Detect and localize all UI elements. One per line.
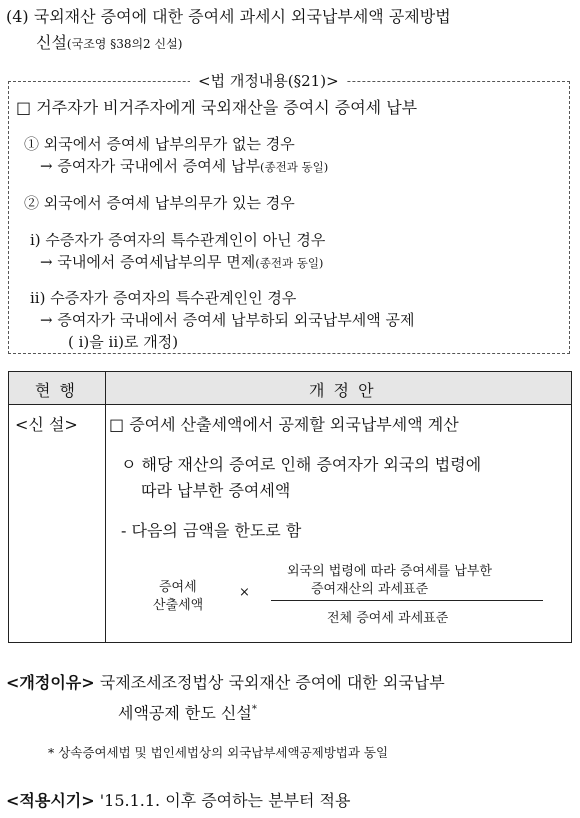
table-header-row xyxy=(9,372,571,405)
effective-label: <적용시기> xyxy=(6,791,95,810)
case2-sub-i-result-text: → 국내에서 증여세납부의무 면제 xyxy=(40,253,256,271)
reason-footnote-mark: * xyxy=(251,704,257,715)
formula-denominator: 전체 증여세 과세표준 xyxy=(327,611,449,626)
effective-date-line xyxy=(6,790,350,812)
case2-sub-ii-note: ( i)을 ii)로 개정) xyxy=(68,333,179,351)
amended-bullet-line1: ㅇ 해당 재산의 증여로 인해 증여자가 외국의 법령에 xyxy=(121,455,482,474)
case2-sub-ii-title: ii) 수증자가 증여자의 특수관계인인 경우 xyxy=(30,289,297,307)
reason-text-line2: 세액공제 한도 신설 xyxy=(118,703,252,723)
law-main-item: □ 거주자가 비거주자에게 국외재산을 증여시 증여세 납부 xyxy=(16,98,418,117)
comparison-table xyxy=(8,371,572,643)
amended-bullet-line2: 따라 납부한 증여세액 xyxy=(141,481,291,500)
section-heading: (4) 국외재산 증여에 대한 증여세 과세시 외국납부세액 공제방법 xyxy=(6,7,451,26)
case1-title: ① 외국에서 증여세 납부의무가 없는 경우 xyxy=(24,135,295,153)
case2-sub-i-result xyxy=(40,252,323,274)
section-heading-line2 xyxy=(36,32,182,55)
header-current: 현 행 xyxy=(35,381,77,400)
heading-new-label: 신설 xyxy=(36,33,67,52)
reason-footnote: * 상속증여세법 및 법인세법상의 외국납부세액공제방법과 동일 xyxy=(48,745,389,760)
effective-text: '15.1.1. 이후 증여하는 분부터 적용 xyxy=(99,791,351,810)
case1-result-note: (종전과 동일) xyxy=(260,160,329,174)
formula-times: × xyxy=(239,585,250,600)
case2-sub-i-note: (종전과 동일) xyxy=(255,256,324,270)
case1-result-text: → 증여자가 국내에서 증여세 납부 xyxy=(40,157,261,175)
current-value-cell: <신 설> xyxy=(15,415,78,434)
formula-numerator-line2: 증여재산의 과세표준 xyxy=(311,582,429,597)
heading-law-reference: (국조영 §38의2 신설) xyxy=(66,37,183,51)
reason-text-line1: 국제조세조정법상 국외재산 증여에 대한 외국납부 xyxy=(99,673,445,692)
formula-fraction-bar xyxy=(271,600,543,601)
case2-sub-i-title: i) 수증자가 증여자의 특수관계인이 아닌 경우 xyxy=(30,231,326,249)
case2-title: ② 외국에서 증여세 납부의무가 있는 경우 xyxy=(24,194,295,212)
formula-left-line2: 산출세액 xyxy=(153,598,204,613)
column-divider xyxy=(105,372,106,642)
formula-numerator-line1: 외국의 법령에 따라 증여세를 납부한 xyxy=(287,564,492,579)
case2-sub-ii-result: → 증여자가 국내에서 증여세 납부하되 외국납부세액 공제 xyxy=(40,311,415,329)
formula-left-line1: 증여세 xyxy=(159,580,197,595)
amended-dash-item: - 다음의 금액을 한도로 함 xyxy=(121,521,302,540)
reason-line1 xyxy=(6,672,445,694)
case1-result xyxy=(40,156,328,178)
header-amended: 개 정 안 xyxy=(309,381,376,400)
law-box-title: <법 개정내용(§21)> xyxy=(190,70,347,92)
reason-label: <개정이유> xyxy=(6,673,95,692)
reason-line2 xyxy=(118,699,257,724)
amended-item: □ 증여세 산출세액에서 공제할 외국납부세액 계산 xyxy=(109,415,459,434)
